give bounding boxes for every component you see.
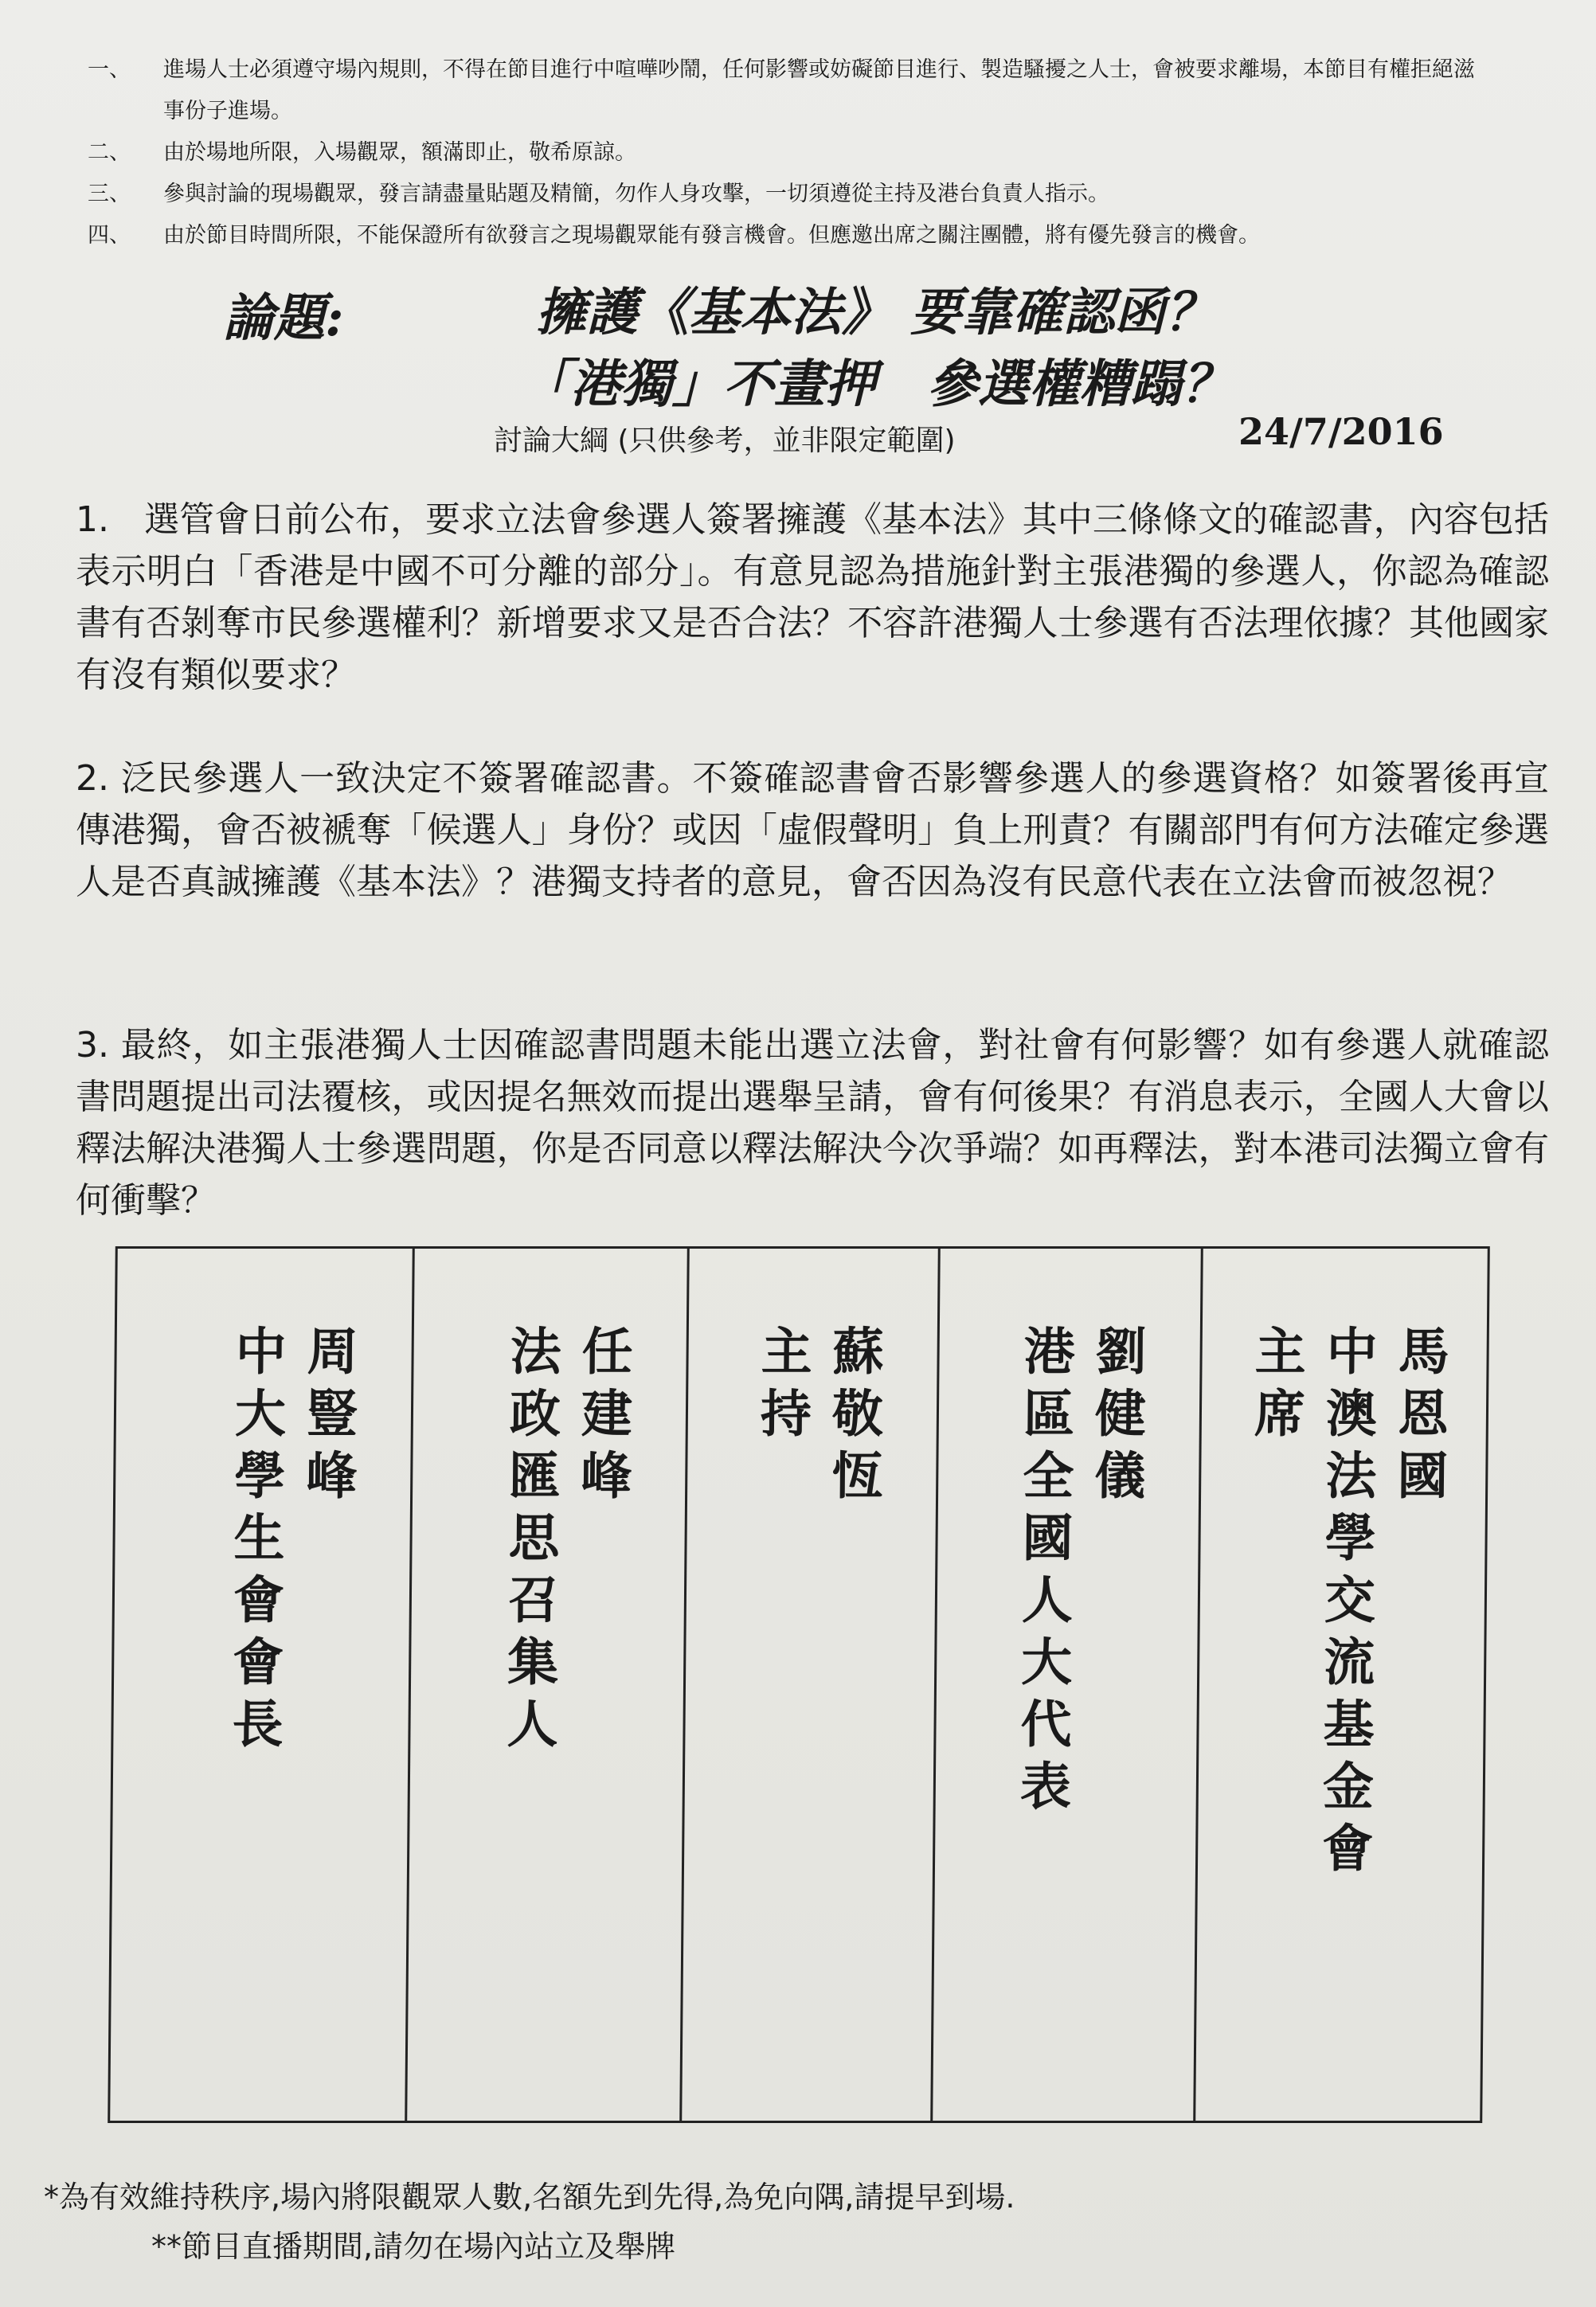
speaker-name: 任建峰 xyxy=(571,1324,633,1511)
speaker-column xyxy=(679,1249,941,2121)
discussion-point-1: 1. 選管會日前公布，要求立法會參選人簽署擁護《基本法》其中三條條文的確認書，內容包括表示明白「香港是中國不可分離的部分」。有意見認為措施針對主張港獨的參選人，你認為確認書有否剝奪市民參選權利？新增要求又是否合法？不容許港獨人士參選有否法理依據？其他國家有沒有類似要求？ xyxy=(76,499,1549,695)
rule-item xyxy=(88,174,1489,215)
rule-number: 三、 xyxy=(88,182,131,206)
speaker-column xyxy=(110,1249,415,2121)
discussion-point-3: 3. 最終，如主張港獨人士因確認書問題未能出選立法會，對社會有何影響？如有參選人就確認書問題提出司法覆核，或因提名無效而提出選舉呈請，會有何後果？有消息表示，全國人大會以釋法解決港獨人士參選問題，你是否同意以釋法解決今次爭端？如再釋法，對本港司法獨立會有何衝擊？ xyxy=(76,1025,1549,1221)
topic-title xyxy=(478,277,1274,420)
discussion-outline-subtitle: 討論大綱 (只供參考，並非限定範圍) xyxy=(494,424,956,457)
rule-item xyxy=(88,132,1489,174)
speaker-name: 劉健儀 xyxy=(1085,1324,1147,1511)
topic-label: 論題: xyxy=(223,288,344,348)
rule-number: 一、 xyxy=(88,57,131,82)
speaker-title: 中大學生會會長 xyxy=(223,1324,287,1759)
rule-text: 由於節目時間所限，不能保證所有欲發言之現場觀眾能有發言機會。但應邀出席之關注團體，將有優先發言的機會。 xyxy=(163,223,1260,248)
rule-number: 二、 xyxy=(88,140,131,165)
footnote-seating: *為有效維持秩序,場內將限觀眾人數,名額先到先得,為免向隅,請提早到場. xyxy=(44,2180,1015,2215)
audience-rules xyxy=(88,49,1489,256)
speaker-name: 蘇敬恆 xyxy=(822,1324,884,1511)
speaker-column xyxy=(1193,1249,1488,2121)
rule-text: 參與討論的現場觀眾，發言請盡量貼題及精簡，勿作人身攻擊，一切須遵從主持及港台負責人指示。 xyxy=(163,182,1109,206)
discussion-point-2: 2. 泛民參選人一致決定不簽署確認書。不簽確認書會否影響參選人的參選資格？如簽署後再宣傳港獨，會否被褫奪「候選人」身份？或因「虛假聲明」負上刑責？有關部門有何方法確定參選人是否真誠擁護《基本法》？港獨支持者的意見，會否因為沒有民意代表在立法會而被忽視？ xyxy=(76,758,1549,902)
speaker-title: 主持 xyxy=(751,1324,812,1449)
speaker-title: 中澳法學交流基金會主席 xyxy=(1245,1324,1378,1883)
rule-number: 四、 xyxy=(88,223,131,248)
topic-line-1: 擁護《基本法》 要靠確認函？ xyxy=(535,283,1217,342)
speaker-title: 法政匯思召集人 xyxy=(498,1324,561,1759)
rule-item xyxy=(88,49,1489,132)
programme-date: 24/7/2016 xyxy=(1238,410,1444,453)
footnote-broadcast: **節目直播期間,請勿在場內站立及舉牌 xyxy=(151,2229,676,2264)
speaker-column xyxy=(405,1249,690,2121)
speaker-column xyxy=(930,1249,1203,2121)
speaker-panel-table xyxy=(108,1246,1490,2123)
speaker-name: 周豎峰 xyxy=(296,1324,358,1511)
rule-text: 由於場地所限，入場觀眾，額滿即止，敬希原諒。 xyxy=(163,140,636,165)
rule-text: 進場人士必須遵守場內規則，不得在節目進行中喧嘩吵鬧，任何影響或妨礙節目進行、製造騷擾之人士，會被要求離場，本節目有權拒絕滋事份子進場。 xyxy=(163,57,1475,123)
speaker-name: 馬恩國 xyxy=(1387,1324,1449,1511)
rule-item xyxy=(88,215,1489,256)
speaker-title: 港區全國人大代表 xyxy=(1011,1324,1075,1821)
topic-line-2: 「港獨」不畫押 參選權糟蹋？ xyxy=(519,354,1233,414)
